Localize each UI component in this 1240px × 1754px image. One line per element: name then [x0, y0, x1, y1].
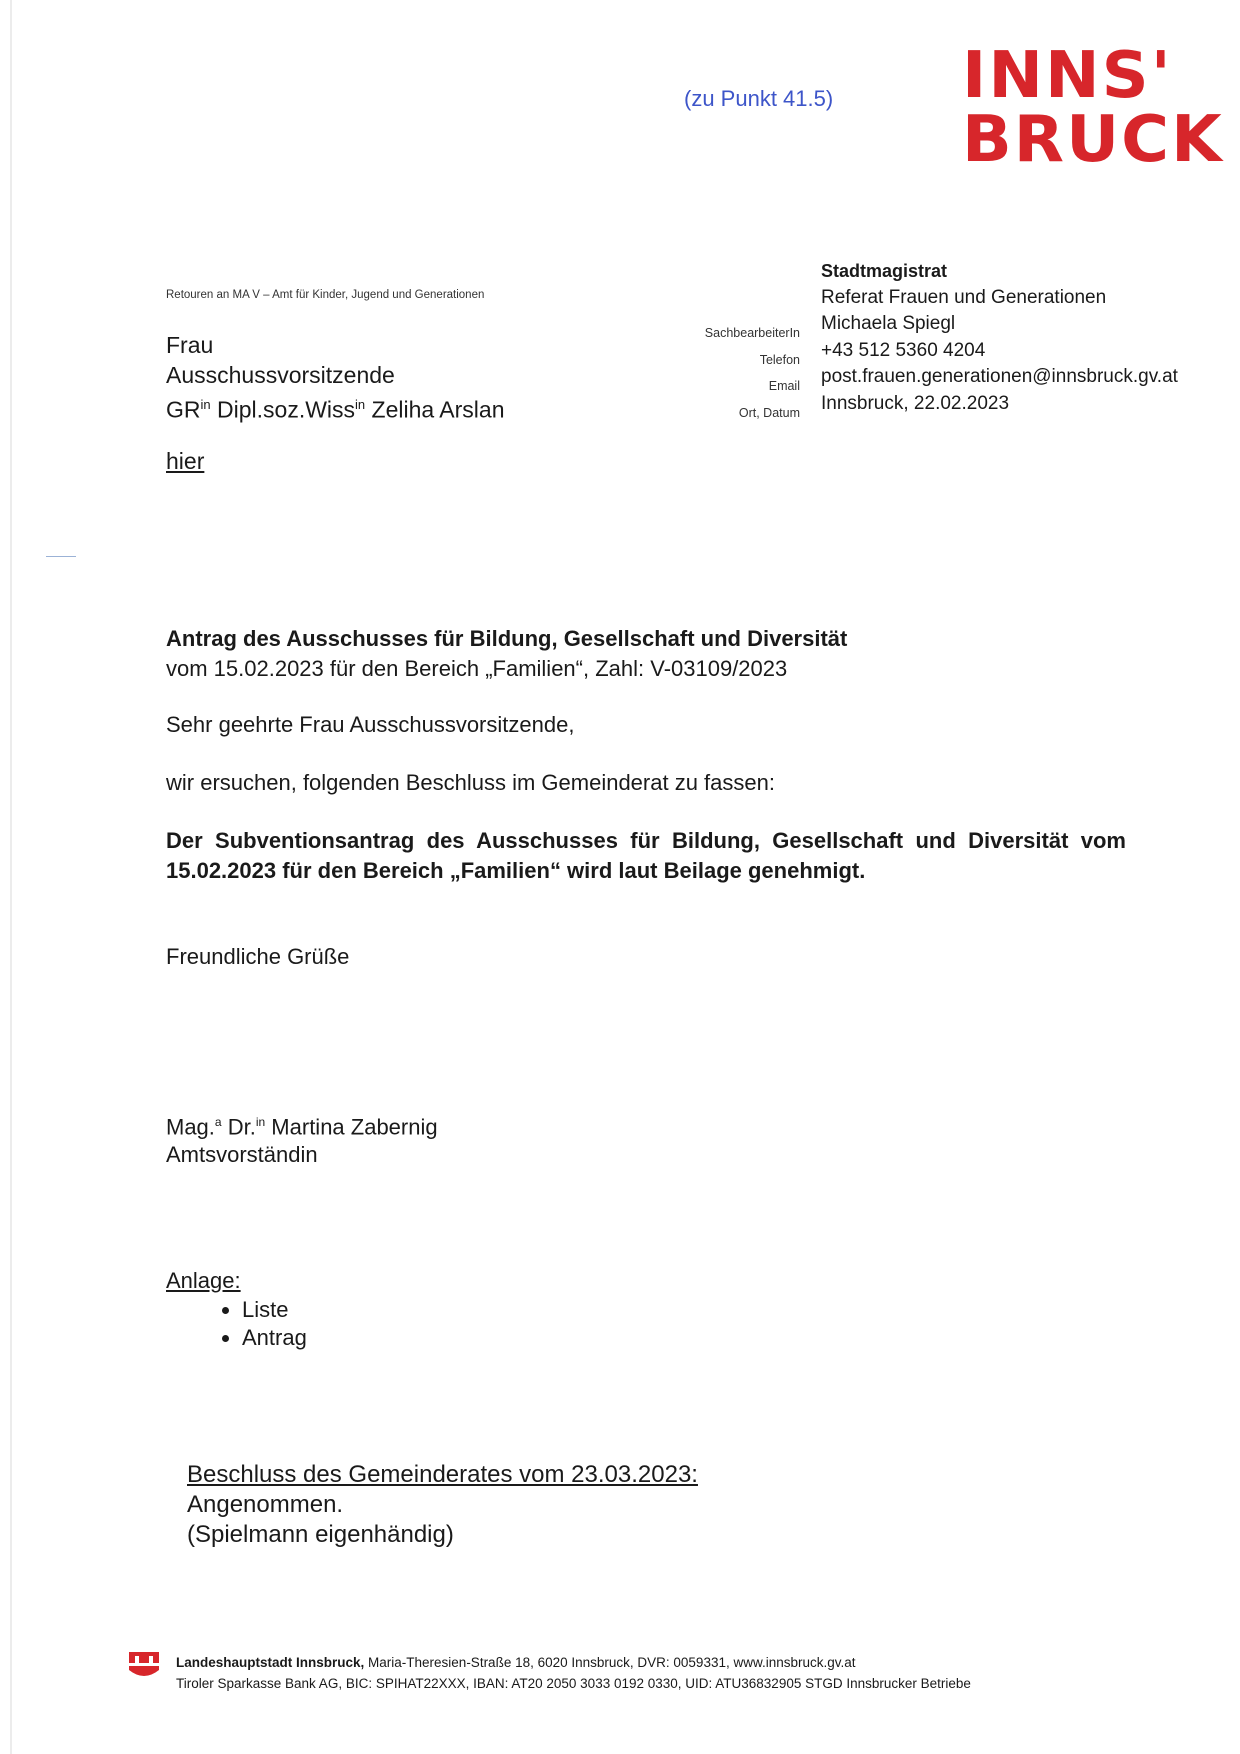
sender-clerk: Michaela Spiegl [821, 313, 956, 335]
signer-name: Martina Zabernig [265, 1114, 438, 1140]
signer-title-mag-suffix: a [214, 1115, 222, 1129]
city-emblem-icon [128, 1650, 160, 1680]
sender-email: post.frauen.generationen@innsbruck.gv.at [821, 366, 1178, 388]
recipient-title-gr: GR [166, 396, 201, 423]
label-place-date: Ort, Datum [738, 405, 800, 420]
page-edge-line [10, 0, 12, 1754]
label-email: Email [768, 379, 800, 394]
footer-address: Maria-Theresien-Straße 18, 6020 Innsbruck, DVR: 0059331, www.innsbruck.gv.at [364, 1655, 856, 1670]
footer [176, 1652, 971, 1694]
council-decision [187, 1460, 698, 1550]
fold-mark [46, 556, 76, 557]
recipient-name: Zeliha Arslan [365, 396, 505, 423]
footer-line-1 [176, 1652, 971, 1673]
logo-line-1: INNS' [962, 39, 1173, 113]
recipient-title-gr-suffix: in [200, 397, 211, 412]
signer-title-dr-suffix: in [255, 1115, 266, 1129]
logo-line-2: BRUCK [962, 103, 1224, 177]
recipient-title-degree: Dipl.soz.Wiss [210, 396, 356, 423]
signer-name-line [166, 1108, 438, 1141]
recipient-line-1: Frau [166, 332, 214, 358]
council-decision-result: Angenommen. [187, 1491, 344, 1518]
subject-line-2: vom 15.02.2023 für den Bereich „Familien“, Zahl: V-03109/2023 [166, 656, 788, 681]
return-address: Retouren an MA V – Amt für Kinder, Jugend und Generationen [166, 289, 485, 301]
sender-org: Stadtmagistrat [821, 261, 948, 281]
annex [166, 1268, 307, 1352]
recipient-title-degree-suffix: in [355, 397, 366, 412]
salutation: Sehr geehrte Frau Ausschussvorsitzende, [166, 712, 575, 737]
request-text: wir ersuchen, folgenden Beschluss im Gemeinderat zu fassen: [166, 770, 775, 795]
innsbruck-logo [962, 39, 1224, 177]
recipient-line-3 [166, 390, 505, 425]
sender-details [821, 258, 1178, 418]
signature-block [166, 1108, 438, 1169]
recipient-address [166, 330, 505, 425]
label-phone: Telefon [759, 352, 800, 367]
annex-list [166, 1296, 307, 1352]
signer-role: Amtsvorständin [166, 1142, 318, 1168]
footer-org: Landeshauptstadt Innsbruck, [176, 1655, 365, 1670]
recipient-line-2: Ausschussvorsitzende [166, 362, 395, 388]
reference-note: (zu Punkt 41.5) [684, 86, 834, 111]
delivery-note: hier [166, 448, 205, 474]
sender-place-date: Innsbruck, 22.02.2023 [821, 392, 1010, 414]
annex-title: Anlage: [166, 1268, 241, 1293]
sender-department: Referat Frauen und Generationen [821, 286, 1107, 308]
council-decision-title: Beschluss des Gemeinderates vom 23.03.2023: [187, 1461, 698, 1488]
decision-text: Der Subventionsantrag des Ausschusses für Bildung, Gesellschaft und Diversität vom 15.02.2023 für den Bereich „Familien“ wird laut Beilage genehmigt. [166, 828, 1126, 883]
sender-phone: +43 512 5360 4204 [821, 339, 986, 361]
footer-line-2: Tiroler Sparkasse Bank AG, BIC: SPIHAT22XXX, IBAN: AT20 2050 3033 0192 0330, UID: ATU36832905 STGD Innsbrucker Betriebe [176, 1676, 971, 1691]
council-decision-note: (Spielmann eigenhändig) [187, 1521, 454, 1548]
subject [166, 624, 847, 684]
sender-labels [660, 320, 800, 426]
signer-title-mag: Mag. [166, 1114, 215, 1140]
annex-item: • Antrag [242, 1324, 307, 1352]
closing-greeting: Freundliche Grüße [166, 944, 350, 969]
annex-item: • Liste [242, 1296, 307, 1324]
label-clerk: SachbearbeiterIn [704, 326, 800, 340]
signer-title-dr: Dr. [221, 1114, 256, 1140]
subject-line-1: Antrag des Ausschusses für Bildung, Gesellschaft und Diversität [166, 626, 848, 651]
